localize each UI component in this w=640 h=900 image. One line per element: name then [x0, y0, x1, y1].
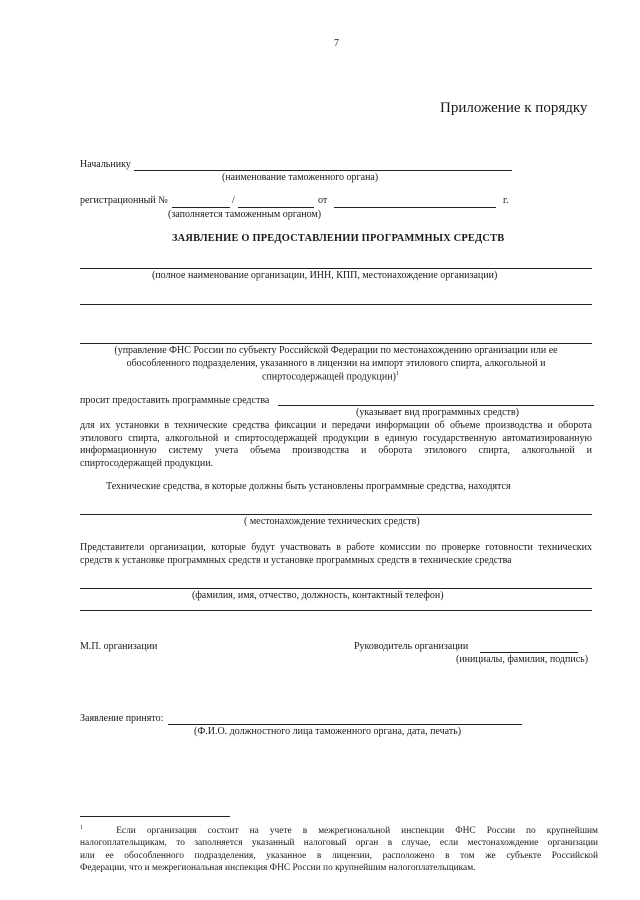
accepted-label: Заявление принято: — [80, 713, 164, 724]
footnote-line-3: или ее обособленного подразделения, указанное в лицензии, расположено в том же субъекте Российской — [80, 850, 598, 861]
appendix-title: Приложение к порядку — [440, 100, 588, 116]
fns-caption-2: обособленного подразделения, указанного в лицензии на импорт этилового спирта, алкогольной и — [126, 358, 546, 369]
reg-from: от — [318, 195, 328, 206]
to-input-line[interactable] — [134, 170, 512, 171]
reps-paragraph — [80, 542, 592, 567]
purpose-line-1: для их установки в технические средства фиксации и передачи информации об объеме производства и оборота — [80, 420, 592, 431]
footnote-line-1: $^1$ Если организация состоит на учете в межрегиональной инспекции ФНС России по крупнейшим — [80, 825, 598, 837]
reps-caption: (фамилия, имя, отчество, должность, контактный телефон) — [192, 590, 444, 601]
reg-sep: / — [232, 195, 235, 206]
purpose-line-2: этилового спирта, алкогольной и спиртосодержащей продукции в единую государственную автоматизированную — [80, 432, 592, 444]
reg-number-line[interactable] — [172, 207, 230, 208]
tech-caption: ( местонахождение технических средств) — [244, 516, 420, 527]
footnote-ref: 1 — [395, 371, 399, 377]
purpose-line-3: информационную систему учета объема производства и оборота этилового спирта, алкогольной и — [80, 445, 592, 456]
page-number: 7 — [334, 38, 339, 49]
fns-caption-3: спиртосодержащей продукции)$^1$ — [262, 371, 399, 383]
org-caption: (полное наименование организации, ИНН, КПП, местонахождение организации) — [152, 270, 498, 281]
accepted-caption: (Ф.И.О. должностного лица таможенного органа, дата, печать) — [194, 726, 462, 737]
tech-label: Технические средства, в которые должны быть установлены программные средства, находятся — [106, 481, 511, 492]
footnote-line-4: Федерации, что и межрегиональная инспекция ФНС России по крупнейшим налогоплательщикам. — [80, 863, 476, 874]
org-input-line-2[interactable] — [80, 304, 592, 305]
seal-label: М.П. организации — [80, 641, 158, 652]
reps-line-2: средств к установке программных средств и установке программных средств в технические средства — [80, 554, 512, 566]
reg-label: регистрационный № — [80, 195, 168, 206]
reg-date-line[interactable] — [334, 207, 496, 208]
request-input-line[interactable] — [278, 405, 594, 406]
to-caption: (наименование таможенного органа) — [222, 172, 379, 183]
to-label: Начальнику — [80, 159, 131, 170]
tech-input-line[interactable] — [80, 514, 592, 515]
footnote-separator — [80, 816, 230, 817]
purpose-paragraph — [80, 420, 592, 470]
reps-line-1: Представители организации, которые будут участвовать в работе комиссии по проверке готовности технических — [80, 542, 592, 553]
fns-caption-1: (управление ФНС России по субъекту Российской Федерации по местонахождению организации или ее — [114, 345, 558, 356]
reg-number2-line[interactable] — [238, 207, 314, 208]
request-caption: (указывает вид программных средств) — [356, 407, 519, 418]
reg-year: г. — [503, 195, 509, 206]
org-input-line[interactable] — [80, 268, 592, 269]
reps-input-line-2[interactable] — [80, 610, 592, 611]
purpose-line-4: спиртосодержащей продукции. — [80, 457, 214, 469]
accepted-input-line[interactable] — [168, 724, 522, 725]
footnote — [80, 822, 598, 874]
footnote-line-2: налогоплательщикам, то заполняется указанный налоговый орган в случае, если местонахождение организации — [80, 838, 598, 849]
footnote-mark: 1 — [80, 825, 83, 831]
reps-input-line[interactable] — [80, 588, 592, 589]
head-signature-line[interactable] — [480, 652, 578, 653]
reg-caption: (заполняется таможенным органом) — [168, 209, 322, 220]
doc-title: ЗАЯВЛЕНИЕ О ПРЕДОСТАВЛЕНИИ ПРОГРАММНЫХ СРЕДСТВ — [172, 233, 505, 244]
head-label: Руководитель организации — [354, 641, 469, 652]
request-label: просит предоставить программные средства — [80, 395, 270, 406]
head-caption: (инициалы, фамилия, подпись) — [456, 654, 589, 665]
fns-input-line[interactable] — [80, 343, 592, 344]
